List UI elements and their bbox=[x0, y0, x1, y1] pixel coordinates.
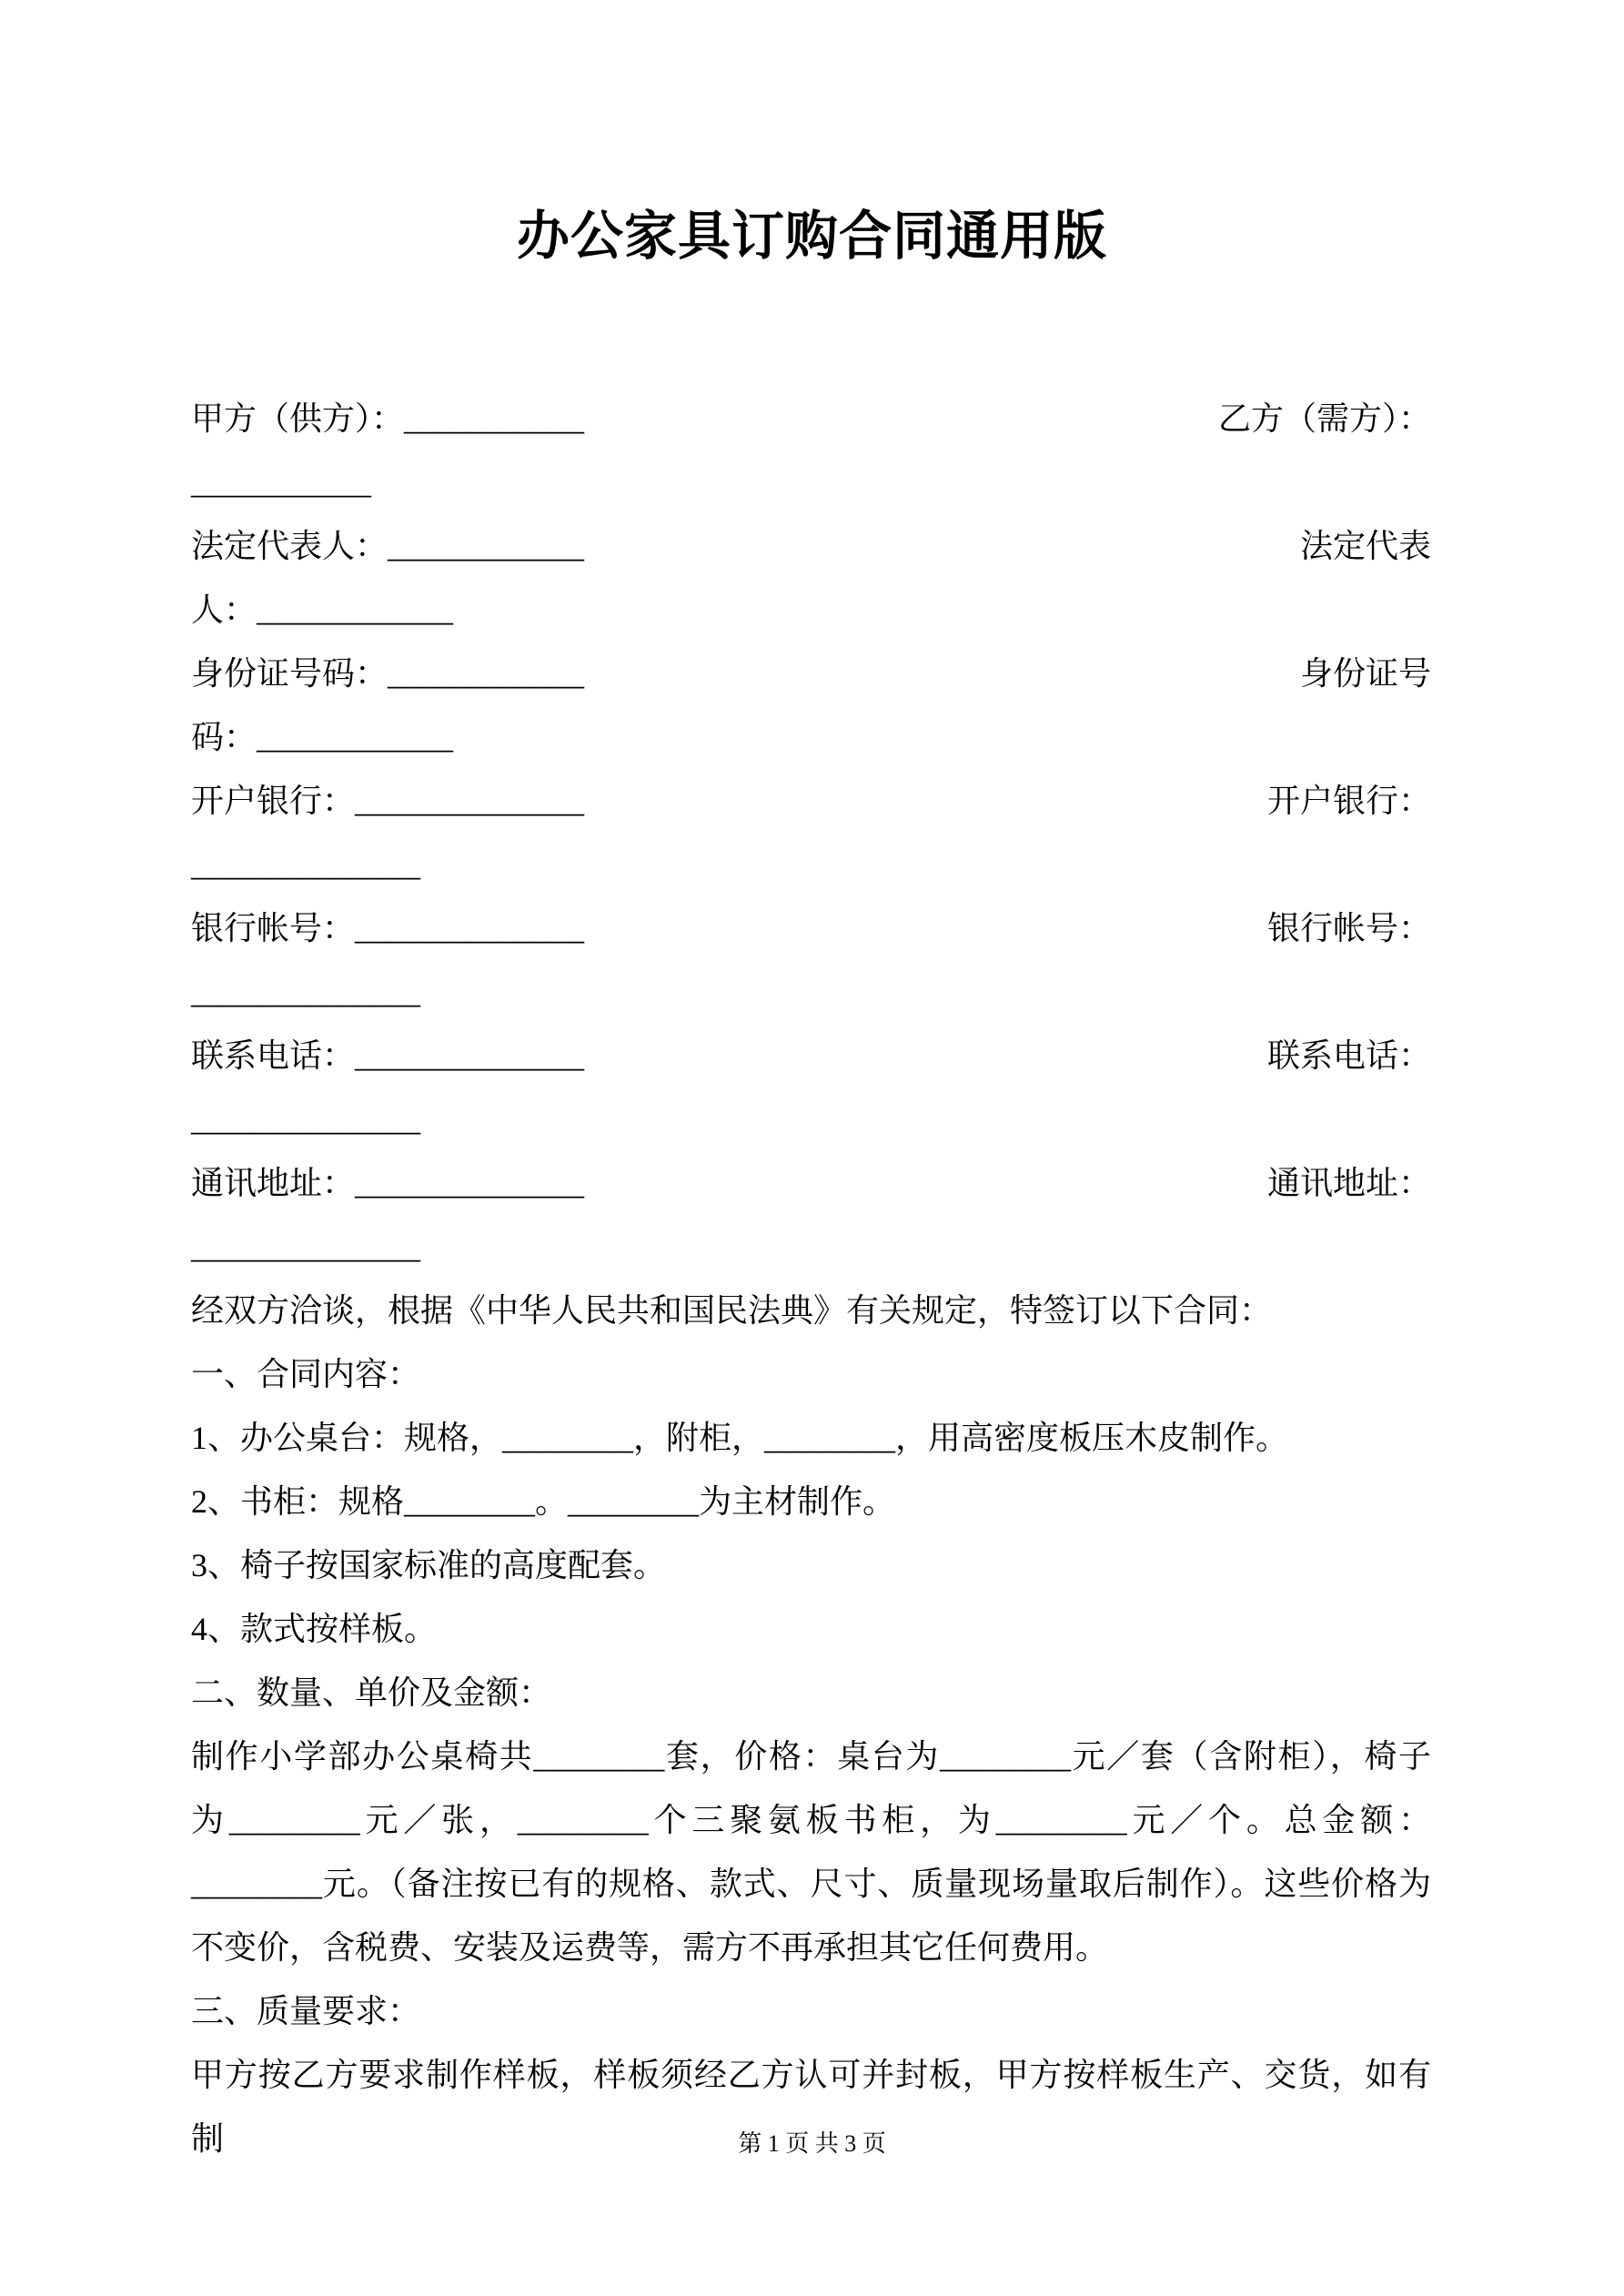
contract-text-line: ________元。（备注按已有的规格、款式、尺寸、质量现场量取后制作）。这些价格为 bbox=[191, 1866, 1431, 1902]
party-field-line bbox=[191, 705, 1431, 769]
party-field-left: ______________ bbox=[191, 846, 420, 883]
page-title: 办公家具订购合同通用版 bbox=[516, 207, 1107, 266]
party-field-left: ___________ bbox=[191, 464, 371, 501]
party-field-line bbox=[191, 450, 1431, 514]
contract-text-line: 一、合同内容： bbox=[191, 1356, 421, 1392]
contract-text-line: 甲方按乙方要求制作样板，样板须经乙方认可并封板，甲方按样板生产、交货，如有制 bbox=[191, 2057, 1431, 2157]
page-footer: 第 1 页 共 3 页 bbox=[738, 2130, 886, 2157]
contract-text-line: 3、椅子按国家标准的高度配套。 bbox=[191, 1547, 667, 1583]
party-field-line bbox=[191, 1087, 1431, 1151]
parties-block bbox=[191, 387, 1431, 1279]
party-field-left: ______________ bbox=[191, 974, 420, 1010]
party-field-line bbox=[191, 387, 1431, 450]
contract-text-line: 为________元／张，________个三聚氨板书柜，为________元／个。总金额： bbox=[191, 1802, 1431, 1838]
contract-text-line: 4、款式按样板。 bbox=[191, 1611, 438, 1647]
party-field-line bbox=[191, 1151, 1431, 1215]
party-field-line bbox=[191, 769, 1431, 833]
party-field-line bbox=[191, 1215, 1431, 1279]
contract-text-line: 三、质量要求： bbox=[191, 1993, 421, 2029]
party-field-right: 身份证号 bbox=[1299, 655, 1431, 692]
party-field-left: 开户银行：______________ bbox=[191, 783, 585, 819]
party-field-line bbox=[191, 896, 1431, 960]
contract-text-line: 制作小学部办公桌椅共________套，价格：桌台为________元／套（含附柜），椅子 bbox=[191, 1738, 1431, 1775]
party-field-right: 法定代表 bbox=[1299, 528, 1431, 564]
party-field-left: ______________ bbox=[191, 1101, 420, 1138]
party-field-line bbox=[191, 1024, 1431, 1087]
contract-text-line: 二、数量、单价及金额： bbox=[191, 1674, 552, 1711]
party-field-right: 开户银行： bbox=[1266, 783, 1431, 819]
party-field-line bbox=[191, 642, 1431, 705]
party-field-left: 码：____________ bbox=[191, 719, 454, 755]
contract-text-line: 不变价，含税费、安装及运费等，需方不再承担其它任何费用。 bbox=[191, 1929, 1109, 1966]
party-field-left: 甲方（供方）：___________ bbox=[191, 400, 585, 437]
party-field-line bbox=[191, 833, 1431, 896]
party-field-left: 身份证号码：____________ bbox=[191, 655, 585, 692]
party-field-left: ______________ bbox=[191, 1229, 420, 1265]
contract-text-line: 经双方洽谈，根据《中华人民共和国民法典》有关规定，特签订以下合同： bbox=[191, 1292, 1273, 1329]
party-field-right: 乙方（需方）： bbox=[1217, 400, 1431, 437]
party-field-line bbox=[191, 578, 1431, 642]
party-field-left: 通讯地址：______________ bbox=[191, 1165, 585, 1201]
party-field-right: 银行帐号： bbox=[1266, 910, 1431, 946]
party-field-right: 联系电话： bbox=[1266, 1037, 1431, 1074]
party-field-left: 法定代表人：____________ bbox=[191, 528, 585, 564]
party-field-line bbox=[191, 960, 1431, 1024]
contract-text-line: 1、办公桌台：规格，________，附柜，________，用高密度板压木皮制作。 bbox=[191, 1420, 1289, 1456]
party-field-line bbox=[191, 514, 1431, 578]
contract-text-line: 2、书柜：规格________。________为主材制作。 bbox=[191, 1483, 896, 1520]
party-field-left: 联系电话：______________ bbox=[191, 1037, 585, 1074]
party-field-right: 通讯地址： bbox=[1266, 1165, 1431, 1201]
party-field-left: 人：____________ bbox=[191, 592, 454, 628]
party-field-left: 银行帐号：______________ bbox=[191, 910, 585, 946]
